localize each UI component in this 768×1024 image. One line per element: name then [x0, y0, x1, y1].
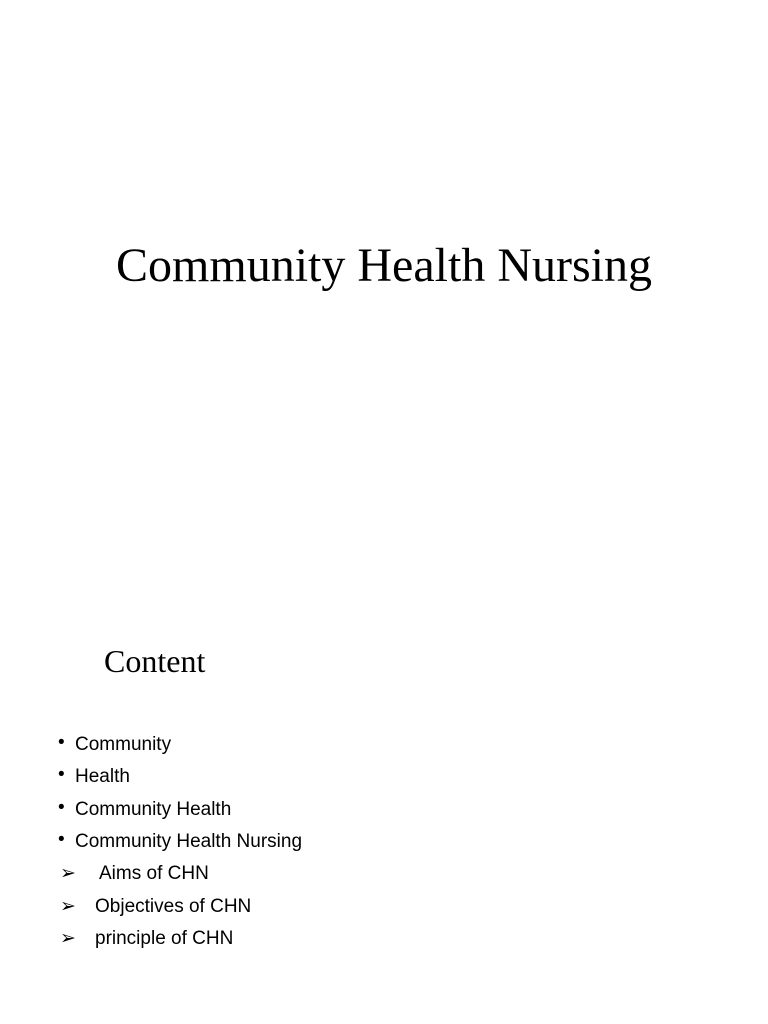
bullet-dot-icon: • — [58, 829, 65, 851]
list-item-text: Aims of CHN — [99, 863, 209, 885]
bullet-dot-icon: • — [58, 764, 65, 786]
slide-title: Community Health Nursing — [116, 239, 652, 292]
content-list — [58, 729, 302, 955]
content-heading: Content — [104, 643, 206, 679]
bullet-dot-icon: • — [58, 796, 65, 818]
list-item — [58, 890, 302, 922]
list-item — [58, 794, 302, 826]
list-item-text: Community — [75, 734, 172, 756]
arrowhead-bullet-icon: ➢ — [60, 927, 76, 949]
list-item-text: Community Health — [75, 798, 232, 820]
list-item-text: Health — [75, 766, 130, 788]
list-item-text: principle of CHN — [95, 927, 234, 949]
list-item — [58, 923, 302, 955]
list-item — [58, 729, 302, 761]
list-item-text: Objectives of CHN — [95, 895, 252, 917]
list-item-text: Community Health Nursing — [75, 831, 303, 853]
list-item — [58, 858, 302, 890]
list-item — [58, 761, 302, 793]
arrowhead-bullet-icon: ➢ — [60, 863, 76, 885]
list-item — [58, 826, 302, 858]
arrowhead-bullet-icon: ➢ — [60, 895, 76, 917]
bullet-dot-icon: • — [58, 732, 65, 754]
